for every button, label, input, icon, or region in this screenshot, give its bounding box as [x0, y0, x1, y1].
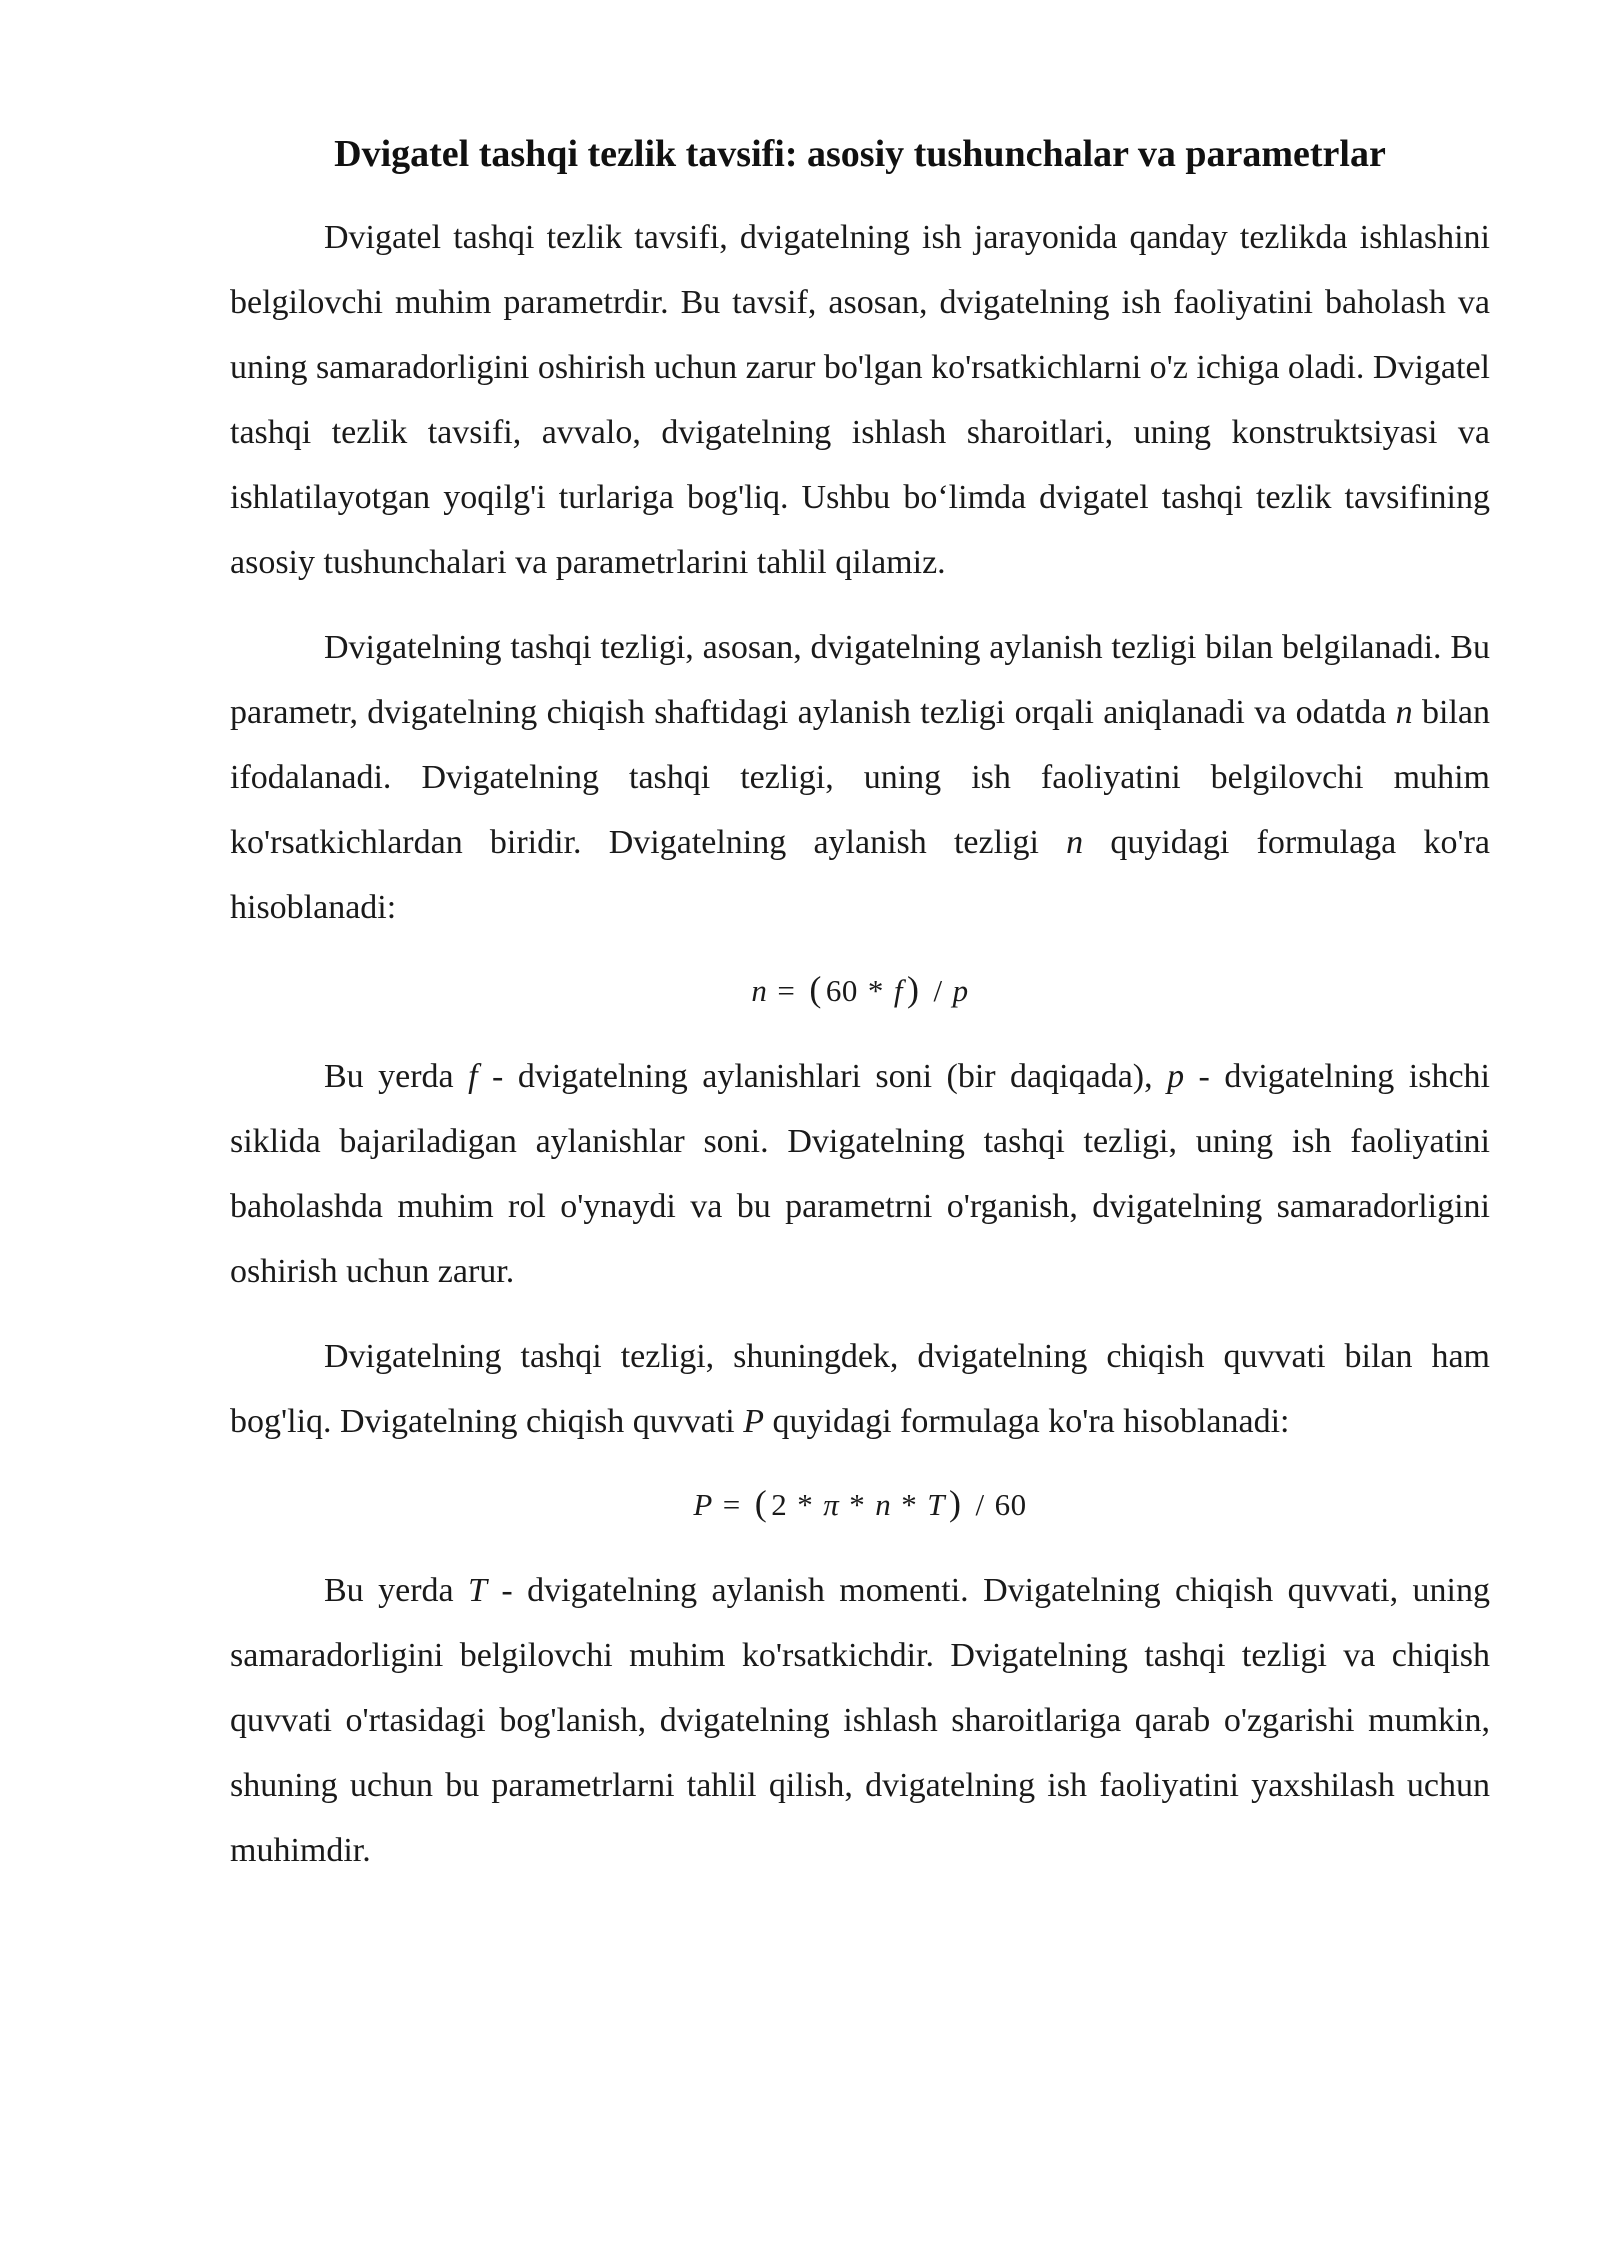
- paragraph-text: bilan ifodalanadi. Dvigatelning tashqi tezligi, uning ish faoliyatini belgilovchi muhim ko'rsatkichlardan biridir. Dvigatelning aylanish tezligi: [230, 694, 1490, 862]
- math-variable-n: n: [1066, 824, 1084, 862]
- paragraph-intro: Dvigatel tashqi tezlik tavsifi, dvigatelning ish jarayonida qanday tezlikda ishlashini belgilovchi muhim parametrdir. Bu tavsif, asosan, dvigatelning ish faoliyatini baholash va uning samaradorligini oshirish uchun zarur bo'lgan ko'rsatkichlarni o'z ichiga oladi. Dvigatel tashqi tezlik tavsifi, avvalo, dvigatelning ishlash sharoitlari, uning konstruktsiyasi va ishlatilayotgan yoqilg'i turlariga bog'liq. Ushbu bo‘limda dvigatel tashqi tezlik tavsifining asosiy tushunchalari va parametrlarini tahlil qilamiz.: [230, 219, 1490, 582]
- formula-operator: /: [975, 1487, 985, 1523]
- paragraph-text: - dvigatelning aylanishlari soni (bir daqiqada),: [477, 1058, 1168, 1096]
- paragraph-text: - dvigatelning ishchi siklida bajariladigan aylanishlar soni. Dvigatelning tashqi tezligi, uning ish faoliyatini baholashda muhim rol o'ynaydi va bu parametrni o'rganish, dvigatelning samaradorligini oshirish uchun zarur.: [230, 1058, 1490, 1291]
- formula-operator: *: [867, 973, 884, 1009]
- formula-number: 60: [825, 973, 858, 1009]
- formula-rotation-speed: [230, 960, 1490, 1020]
- document-title: Dvigatel tashqi tezlik tavsifi: asosiy tushunchalar va parametrlar: [334, 133, 1386, 175]
- formula-paren: (: [754, 1483, 768, 1524]
- paragraph-text: quyidagi formulaga ko'ra hisoblanadi:: [764, 1403, 1290, 1441]
- formula-symbol: P: [693, 1487, 713, 1523]
- math-variable-n: n: [1395, 694, 1413, 732]
- formula-output-power: [230, 1474, 1490, 1534]
- paragraph-text: - dvigatelning aylanish momenti. Dvigatelning chiqish quvvati, uning samaradorligini belgilovchi muhim ko'rsatkichdir. Dvigatelning tashqi tezligi va chiqish quvvati o'rtasidagi bog'lanish, dvigatelning ishlash sharoitlariga qarab o'zgarishi mumkin, shuning uchun bu parametrlarni tahlil qilish, dvigatelning ish faoliyatini yaxshilash uchun muhimdir.: [230, 1572, 1491, 1870]
- paragraph-text: Dvigatelning tashqi tezligi, asosan, dvigatelning aylanish tezligi bilan belgilanadi. Bu parametr, dvigatelning chiqish shaftidagi aylanish tezligi orqali aniqlanadi va odatda: [230, 629, 1490, 732]
- formula-symbol: π: [823, 1487, 840, 1523]
- formula-paren: ): [949, 1483, 962, 1524]
- math-variable-f: f: [468, 1058, 478, 1096]
- formula-paren: ): [906, 969, 920, 1010]
- formula-symbol: T: [927, 1487, 946, 1523]
- paragraph-rotation-speed: [230, 615, 1490, 940]
- paragraph-formula1-explanation: [230, 1044, 1490, 1304]
- formula-symbol: n: [875, 1487, 892, 1523]
- formula-symbol: n: [751, 973, 768, 1009]
- paragraph-output-power: [230, 1324, 1490, 1454]
- math-variable-p: p: [1167, 1058, 1185, 1096]
- formula-operator: *: [849, 1487, 866, 1523]
- formula-symbol: f: [893, 973, 903, 1009]
- formula-operator: =: [722, 1487, 741, 1523]
- formula-number: 60: [994, 1487, 1027, 1523]
- formula-operator: =: [777, 973, 796, 1009]
- formula-operator: *: [797, 1487, 814, 1523]
- paragraph-formula2-explanation: [230, 1558, 1490, 1883]
- formula-operator: *: [901, 1487, 918, 1523]
- paragraph-text: Dvigatelning tashqi tezligi, shuningdek, dvigatelning chiqish quvvati bilan ham bog'liq. Dvigatelning chiqish quvvati: [230, 1338, 1490, 1441]
- formula-symbol: p: [952, 973, 969, 1009]
- formula-operator: /: [933, 973, 943, 1009]
- math-variable-P: P: [743, 1403, 765, 1441]
- paragraph-text: Bu yerda: [324, 1572, 469, 1610]
- math-variable-T: T: [468, 1572, 487, 1610]
- document-page: [230, 130, 1490, 1903]
- formula-paren: (: [809, 969, 822, 1010]
- paragraph-text: quyidagi formulaga ko'ra hisoblanadi:: [230, 824, 1490, 927]
- paragraph-text: Bu yerda: [324, 1058, 469, 1096]
- formula-number: 2: [771, 1487, 788, 1523]
